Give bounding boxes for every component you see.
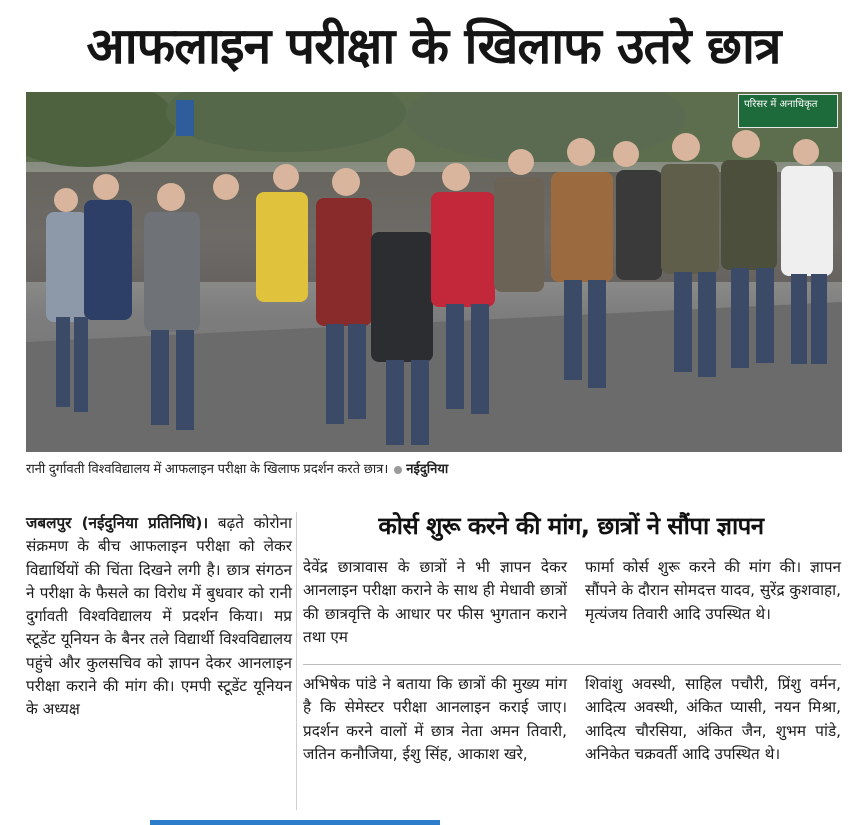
protest-illustration — [26, 92, 842, 452]
blue-sign — [176, 100, 194, 136]
article-column-5: शिवांशु अवस्थी, साहिल पचौरी, प्रिंशु वर्मन, आदित्य अवस्थी, अंकित प्यासी, नयन मिश्रा, आदित्य चौरसिया, अंकित जैन, शुभम पांडे, अनिकेत चक्रवर्ती आदि उपस्थित थे। — [585, 675, 841, 763]
photo-caption — [26, 456, 842, 482]
dateline: जबलपुर (नईदुनिया प्रतिनिधि)। — [26, 514, 209, 532]
section-divider — [303, 664, 841, 665]
article-column-1 — [26, 512, 292, 812]
bottom-accent-bar — [150, 820, 440, 825]
subheadline: कोर्स शुरू करने की मांग, छात्रों ने सौंपा ज्ञापन — [378, 512, 764, 540]
column-divider — [296, 512, 297, 810]
article-column-2: देवेंद्र छात्रावास के छात्रों ने भी ज्ञापन देकर आनलाइन परीक्षा कराने के साथ ही मेधावी छात्रों की छात्रवृत्ति के आधार पर फीस भुगतान कराने तथा एम — [303, 558, 567, 646]
headline: आफलाइन परीक्षा के खिलाफ उतरे छात्र — [86, 17, 781, 75]
caption-credit: नईदुनिया — [406, 461, 449, 476]
bullet-dot-icon — [394, 466, 402, 474]
campus-sign: परिसर में अनाधिकृत — [738, 94, 838, 128]
caption-text: रानी दुर्गावती विश्वविद्यालय में आफलाइन परीक्षा के खिलाफ प्रदर्शन करते छात्र। — [26, 461, 389, 476]
article-column-3: फार्मा कोर्स शुरू करने की मांग की। ज्ञापन सौंपने के दौरान सोमदत्त यादव, सुरेंद्र कुशवाहा, मृत्यंजय तिवारी आदि उपस्थित थे। — [585, 558, 841, 623]
article-column-4: अभिषेक पांडे ने बताया कि छात्रों की मुख्य मांग है कि सेमेस्टर परीक्षा आनलाइन कराई जाए। प्रदर्शन करने वालों में छात्र नेता अमन तिवारी, जतिन कनौजिया, ईशु सिंह, आकाश खरे, — [303, 675, 567, 763]
news-photo — [26, 92, 842, 452]
column-1-body: बढ़ते कोरोना संक्रमण के बीच आफलाइन परीक्षा को लेकर विद्यार्थियों की चिंता दिखने लगी है। छात्र संगठन ने परीक्षा के फैसले का विरोध में बुधवार को रानी दुर्गावती विश्वविद्यालय में प्रदर्शन किया। मप्र स्टूडेंट यूनियन के बैनर तले विद्यार्थी विश्वविद्यालय पहुंचे और कुलसचिव को ज्ञापन देकर आनलाइन परीक्षा कराने की मांग की। एमपी स्टूडेंट यूनियन के अध्यक्ष — [26, 514, 292, 719]
